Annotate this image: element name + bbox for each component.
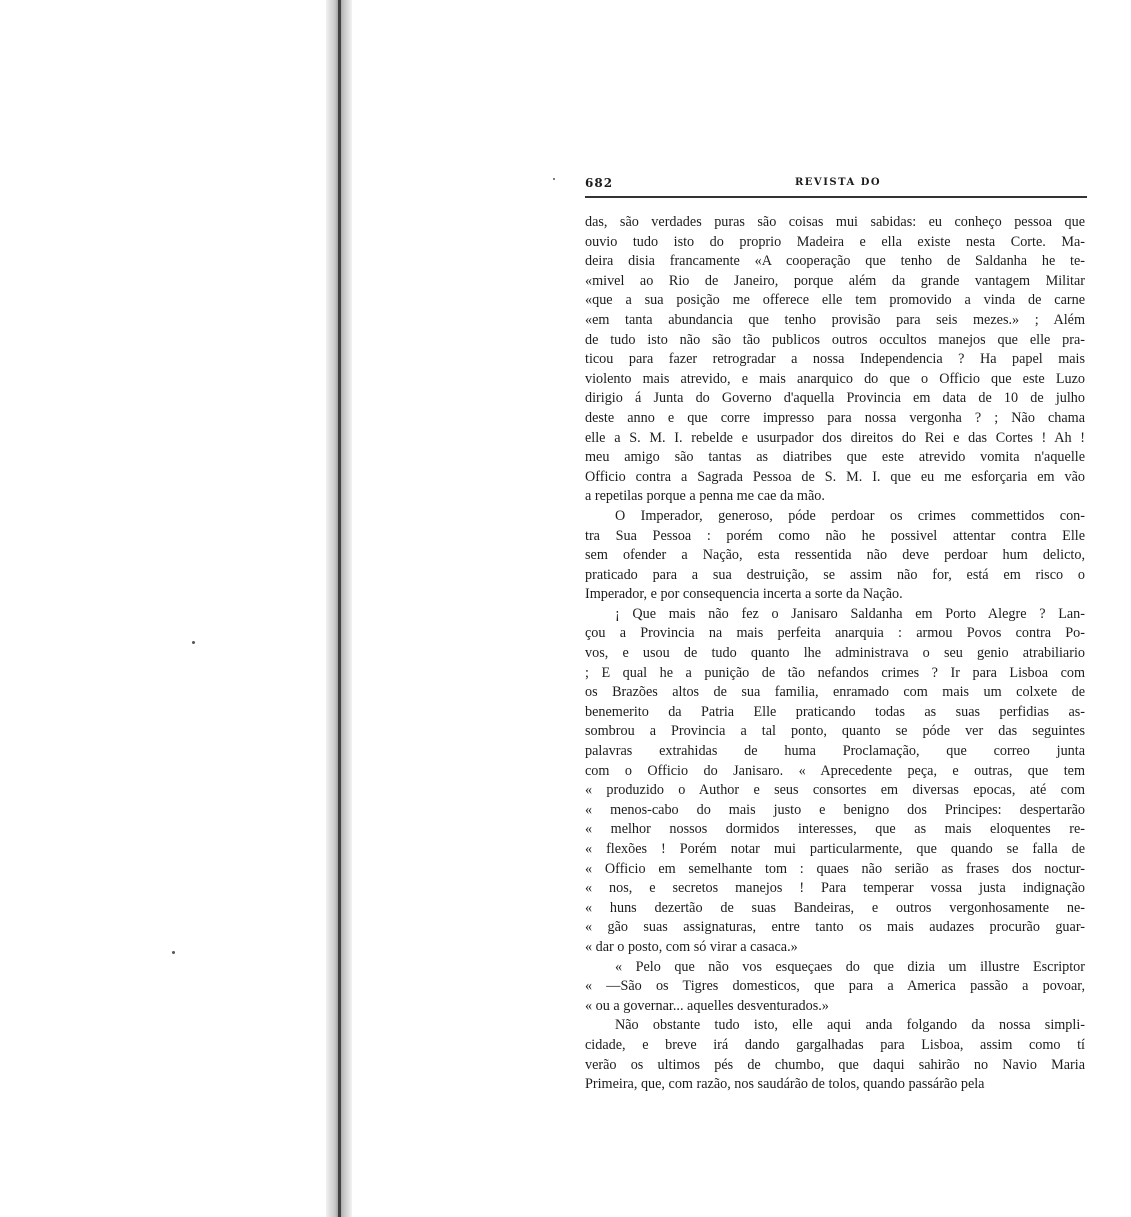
text-line: Não obstante tudo isto, elle aqui anda folgando da nossa simpli- — [615, 1017, 1085, 1034]
binding-shadow-line — [338, 0, 341, 1217]
paragraph — [585, 507, 1090, 605]
text-line: praticado para a sua destruição, se assim não for, está em risco o — [585, 566, 1085, 583]
text-line: Imperador, e por consequencia incerta a sorte da Nação. — [585, 586, 903, 603]
text-line: «mivel ao Rio de Janeiro, porque além da grande vantagem Militar — [585, 272, 1085, 289]
text-line: benemerito da Patria Elle praticando todas as suas perfidias as- — [585, 703, 1085, 720]
page-number: 682 — [585, 176, 614, 190]
text-line: das, são verdades puras são coisas mui sabidas: eu conheço pessoa que — [585, 214, 1085, 230]
text-line: deste anno e que corre impresso para nossa vergonha ? ; Não chama — [585, 409, 1085, 426]
text-line: meu amigo são tantas as diatribes que este atrevido vomita n'aquelle — [585, 449, 1085, 466]
text-line: cidade, e breve irá dando gargalhadas para Lisboa, assim como tí — [585, 1036, 1085, 1053]
text-line: « nos, e secretos manejos ! Para temperar vossa justa indignação — [585, 880, 1085, 897]
text-line: « produzido o Author e seus consortes em diversas epocas, até com — [585, 782, 1085, 799]
text-line: çou a Provincia na mais perfeita anarquia : armou Povos contra Po- — [585, 625, 1085, 642]
text-line: violento mais atrevido, e mais anarquico do que o Officio que este Luzo — [585, 370, 1085, 387]
text-line: «em tanta abundancia que tenho provisão para seis mezes.» ; Além — [585, 311, 1085, 328]
blank-facing-page — [0, 0, 326, 1217]
paper-speck — [172, 951, 175, 954]
text-line: de tudo isto não são tão publicos outros occultos manejos que elle pra- — [585, 331, 1085, 348]
paragraph — [585, 1016, 1090, 1094]
paragraph — [585, 958, 1090, 1017]
text-line: O Imperador, generoso, póde perdoar os crimes commettidos con- — [615, 507, 1085, 524]
text-line: « Pelo que não vos esqueçaes do que dizia um illustre Escriptor — [615, 958, 1085, 975]
paper-speck — [192, 641, 195, 644]
text-line: « gão suas assignaturas, entre tanto os mais audazes procurão guar- — [585, 919, 1085, 936]
text-line: « ou a governar... aquelles desventurados.» — [585, 997, 829, 1014]
text-line: palavras extrahidas de huma Proclamação, que correo junta — [585, 743, 1085, 760]
paragraph — [585, 605, 1090, 958]
text-line: « dar o posto, com só virar a casaca.» — [585, 938, 798, 955]
text-line: verão os ultimos pés de chumbo, que daqui sahirão no Navio Maria — [585, 1056, 1085, 1073]
text-line: dirigio á Junta do Governo d'aquella Provincia em data de 10 de julho — [585, 390, 1085, 407]
text-line: sombrou a Provincia a tal ponto, quanto se póde ver das seguintes — [585, 723, 1085, 740]
text-line: « flexões ! Porém notar mui particularmente, que quando se falla de — [585, 841, 1085, 857]
paragraph — [585, 213, 1090, 507]
page-body — [585, 213, 1090, 1095]
text-line: « melhor nossos dormidos interesses, que as mais eloquentes re- — [585, 821, 1085, 838]
text-line: ¡ Que mais não fez o Janisaro Saldanha em Porto Alegre ? Lan- — [615, 605, 1085, 622]
text-line: Officio contra a Sagrada Pessoa de S. M. I. que eu me esforçaria em vão — [585, 468, 1085, 485]
text-line: « Officio em semelhante tom : quaes não serião as frases dos noctur- — [585, 860, 1085, 877]
text-line: Primeira, que, com razão, nos saudárão de tolos, quando passárão pela — [585, 1076, 985, 1093]
text-line: « huns dezertão de suas Bandeiras, e outros vergonhosamente ne- — [585, 899, 1085, 916]
text-line: elle a S. M. I. rebelde e usurpador dos direitos do Rei e das Cortes ! Ah ! — [585, 429, 1085, 446]
text-line: « menos-cabo do mais justo e benigno dos Principes: despertarão — [585, 801, 1085, 818]
text-line: com o Officio do Janisaro. « Aprecedente peça, e outras, que tem — [585, 762, 1085, 779]
running-head: REVISTA DO — [795, 177, 882, 188]
text-line: «que a sua posição me offerece elle tem promovido a vinda de carne — [585, 292, 1085, 309]
text-line: ; E qual he a punição de tão nefandos crimes ? Ir para Lisboa com — [585, 664, 1085, 681]
text-line: a repetilas porque a penna me cae da mão. — [585, 488, 825, 505]
text-line: sem ofender a Nação, esta ressentida não deve perdoar hum delicto, — [585, 547, 1085, 564]
text-line: ouvio tudo isto do proprio Madeira e ella existe nesta Corte. Ma- — [585, 233, 1085, 250]
paper-speck — [553, 178, 555, 180]
header-rule — [585, 196, 1087, 198]
text-line: tra Sua Pessoa : porém como não he possivel attentar contra Elle — [585, 527, 1085, 544]
text-line: deira disia francamente «A cooperação que tenho de Saldanha he te- — [585, 253, 1085, 270]
text-line: « —São os Tigres domesticos, que para a America passão a povoar, — [585, 978, 1085, 995]
page-header — [585, 176, 1087, 192]
text-line: os Brazões altos de sua familia, enramado com mais um colxete de — [585, 684, 1085, 701]
text-line: vos, e usou de tudo quanto lhe administrava o seu genio atrabiliario — [585, 645, 1085, 662]
text-line: ticou para fazer retrogradar a nossa Independencia ? Ha papel mais — [585, 351, 1085, 368]
